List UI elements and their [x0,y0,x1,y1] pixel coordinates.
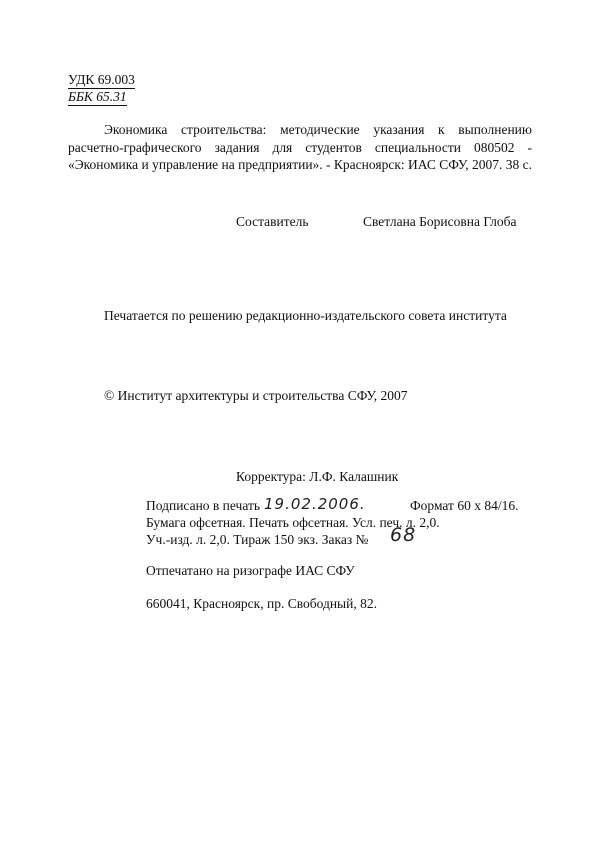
publication-note: Печатается по решению редакционно-издательского совета института [104,308,507,323]
compiler-label: Составитель [236,214,309,229]
paper-text: Бумага офсетная. Печать офсетная. Усл. печ. л. 2,0. [146,515,440,530]
bibliographic-description: Экономика строительства: методические указания к выполнению расчетно-графического задания для студентов специальности 080502 - «Экономика и управление на предприятии». - Красноярск: ИАС СФУ, 2007. 38 с. [68,122,532,172]
bbk-code: ББК 65.31 [68,89,127,104]
address: 660041, Красноярск, пр. Свободный, 82. [146,596,377,611]
order-number: 68 [390,524,417,546]
run-text: Уч.-изд. л. 2,0. Тираж 150 экз. Заказ № [146,532,369,547]
compiler-name: Светлана Борисовна Глоба [363,214,517,229]
format-text: Формат 60 х 84/16. [410,498,519,513]
copyright: © Институт архитектуры и строительства СФУ, 2007 [104,388,408,403]
udk-code: УДК 69.003 [68,72,135,87]
signed-label: Подписано в печать [146,498,261,513]
printed-on: Отпечатано на ризографе ИАС СФУ [146,563,355,578]
signed-date: 19.02.2006. [264,495,366,513]
proofreader: Корректура: Л.Ф. Калашник [236,469,399,484]
